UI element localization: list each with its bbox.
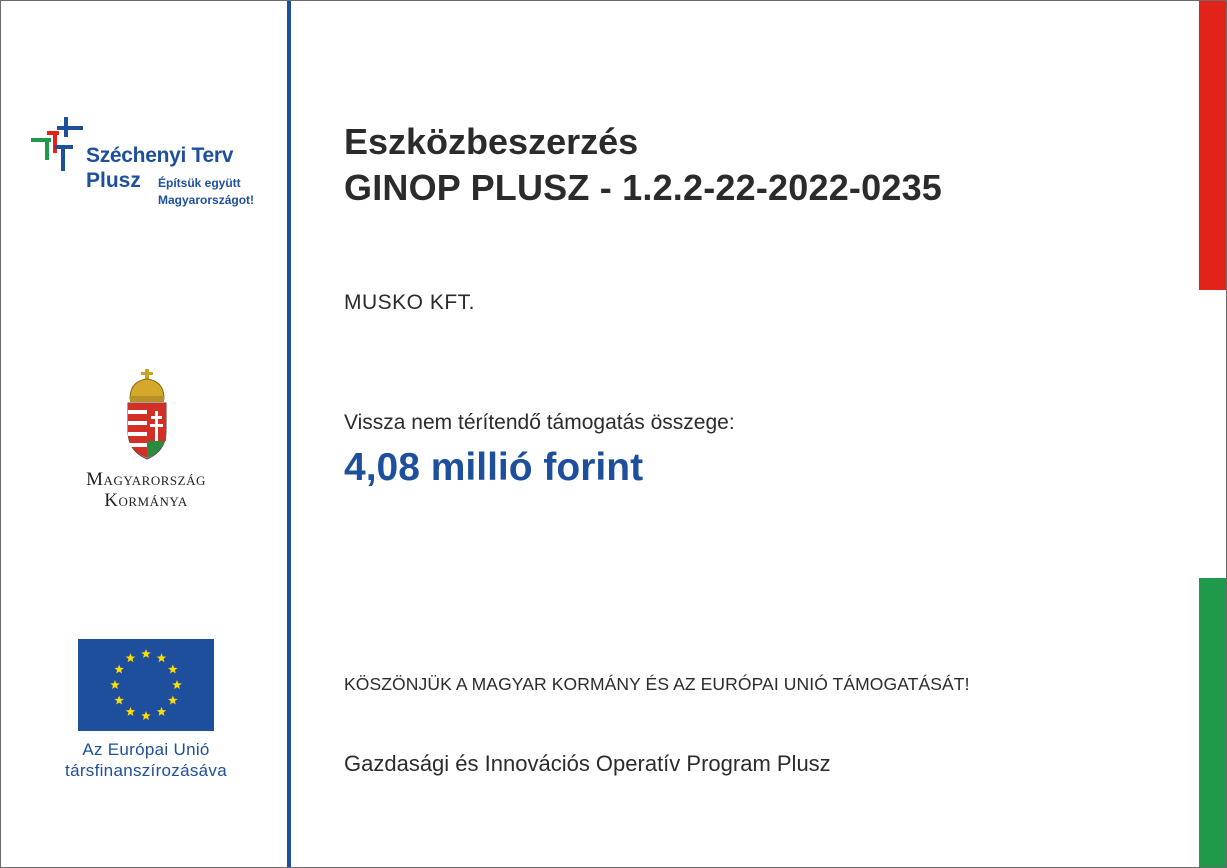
hungarian-flag-red-stripe — [1199, 1, 1226, 290]
eu-caption — [31, 739, 261, 781]
beneficiary-name: MUSKO KFT. — [344, 291, 476, 314]
grant-amount: 4,08 millió forint — [344, 446, 644, 489]
grant-label: Vissza nem térítendő támogatás összege: — [344, 411, 735, 434]
eu-caption-line2: társfinanszírozásáva — [65, 761, 227, 780]
program-name: Gazdasági és Innovációs Operatív Program Plusz — [344, 751, 831, 776]
hungarian-flag-green-stripe — [1199, 578, 1226, 868]
vertical-divider — [287, 1, 291, 868]
thanks-text: KÖSZÖNJÜK A MAGYAR KORMÁNY ÉS AZ EURÓPAI UNIÓ TÁMOGATÁSÁT! — [344, 674, 970, 694]
szechenyi-name: Széchenyi Terv — [86, 144, 234, 167]
government-line1: Magyarország — [86, 469, 206, 490]
hungarian-flag-white-stripe — [1199, 290, 1226, 578]
szechenyi-plusz: Plusz — [86, 169, 141, 192]
government-line2: Kormánya — [104, 490, 188, 511]
eu-flag-icon — [78, 639, 214, 731]
szechenyi-cross-icon — [31, 117, 83, 173]
szechenyi-slogan-line2: Magyarországot! — [158, 193, 255, 207]
project-title: Eszközbeszerzés — [344, 121, 639, 162]
project-code: GINOP PLUSZ - 1.2.2-22-2022-0235 — [344, 167, 943, 208]
szechenyi-slogan-line1: Építsük együtt — [158, 176, 241, 190]
government-logo-text — [41, 469, 251, 511]
eu-caption-line1: Az Európai Unió — [82, 740, 210, 759]
szechenyi-terv-logo — [31, 117, 271, 213]
hungarian-coat-of-arms-icon — [124, 369, 170, 465]
